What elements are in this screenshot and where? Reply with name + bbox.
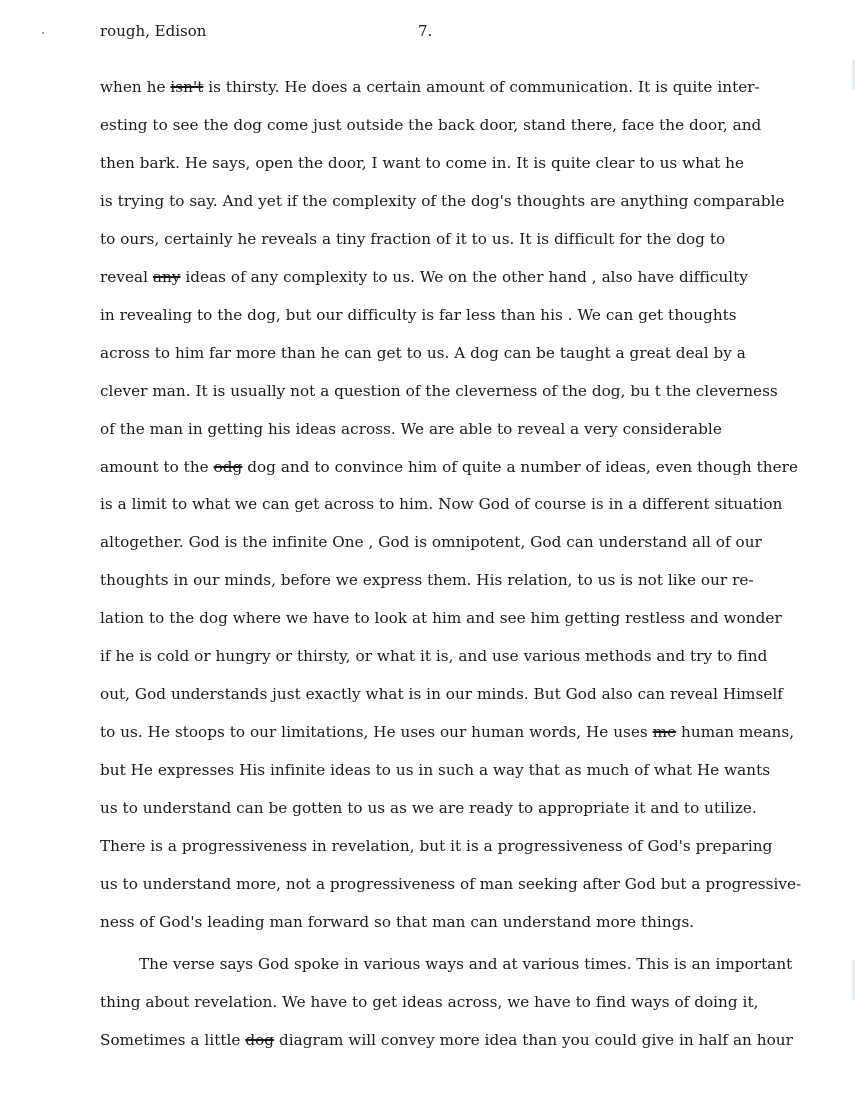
text-line: altogether. God is the infinite One , God is omnipotent, God can understand all of our — [100, 533, 762, 552]
text-line: to us. He stoops to our limitations, He uses our human words, He uses me human means, — [100, 723, 795, 742]
text-line: Sometimes a little dog diagram will convey more idea than you could give in half an hour — [100, 1031, 793, 1049]
struck-text: dog — [245, 1031, 275, 1049]
text-line: us to understand more, not a progressiveness of man seeking after God but a progressive- — [100, 874, 802, 893]
struck-text: odg — [213, 457, 243, 476]
margin-speck — [42, 32, 44, 34]
text-line: is a limit to what we can get across to him. Now God of course is in a different situation — [100, 495, 783, 514]
text-line: ness of God's leading man forward so that man can understand more things. — [100, 912, 695, 931]
text-line: thoughts in our minds, before we express them. His relation, to us is not like our re- — [100, 571, 754, 590]
text-line: amount to the odg dog and to convince him of quite a number of ideas, even though there — [100, 457, 798, 476]
page-number: 7. — [418, 22, 433, 40]
text-line: esting to see the dog come just outside the back door, stand there, face the door, and — [100, 115, 762, 134]
text-line: The verse says God spoke in various ways and at various times. This is an important — [139, 955, 793, 973]
text-line: but He expresses His infinite ideas to us in such a way that as much of what He wants — [100, 761, 771, 780]
text-line: lation to the dog where we have to look at him and see him getting restless and wonder — [100, 609, 782, 628]
text-line: thing about revelation. We have to get ideas across, we have to find ways of doing it, — [100, 993, 759, 1011]
text-line: us to understand can be gotten to us as we are ready to appropriate it and to utilize. — [100, 799, 757, 818]
text-line: of the man in getting his ideas across. We are able to reveal a very considerable — [100, 419, 722, 438]
struck-text: any — [152, 267, 181, 286]
struck-text: me — [652, 723, 677, 742]
text-line: out, God understands just exactly what is in our minds. But God also can reveal Himself — [100, 685, 783, 704]
text-line: to ours, certainly he reveals a tiny fraction of it to us. It is difficult for the dog to — [100, 229, 726, 248]
text-line: if he is cold or hungry or thirsty, or what it is, and use various methods and try to find — [100, 647, 768, 666]
struck-text: isn't — [170, 78, 204, 96]
text-line: in revealing to the dog, but our difficulty is far less than his . We can get thoughts — [100, 305, 737, 324]
text-line: reveal any ideas of any complexity to us. We on the other hand , also have difficulty — [100, 267, 748, 286]
text-line: when he isn't is thirsty. He does a certain amount of communication. It is quite inter- — [100, 78, 760, 96]
text-line: clever man. It is usually not a question of the cleverness of the dog, bu t the cleverness — [100, 381, 778, 400]
text-line: across to him far more than he can get to us. A dog can be taught a great deal by a — [100, 343, 746, 362]
header-author: rough, Edison — [100, 22, 207, 40]
text-line: is trying to say. And yet if the complexity of the dog's thoughts are anything comparable — [100, 191, 785, 210]
text-line: There is a progressiveness in revelation, but it is a progressiveness of God's preparing — [100, 837, 773, 855]
text-line: then bark. He says, open the door, I want to come in. It is quite clear to us what he — [100, 153, 745, 172]
